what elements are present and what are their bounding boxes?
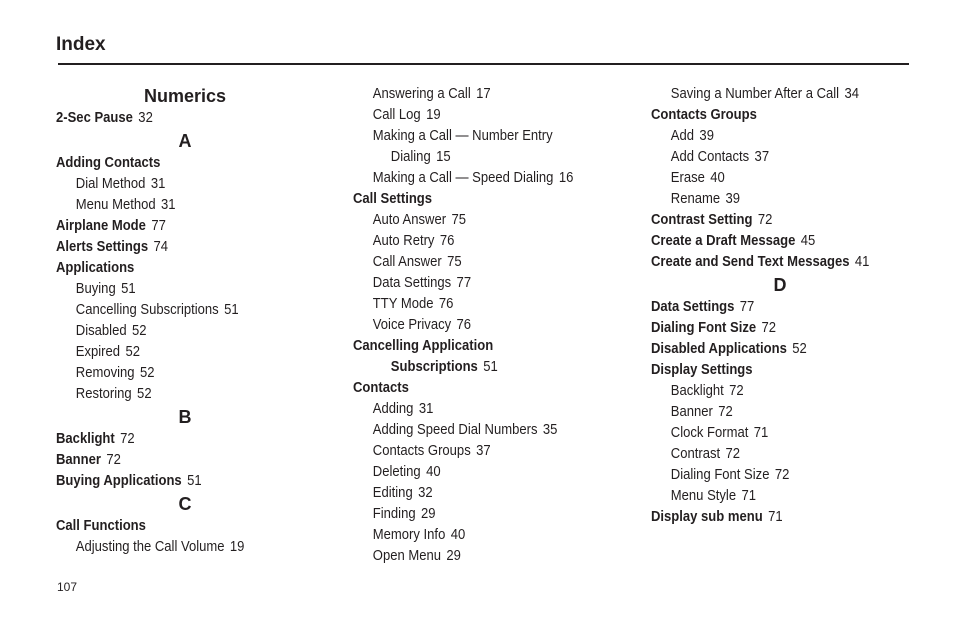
index-page-ref[interactable]: 32 bbox=[418, 485, 433, 501]
index-term: Banner bbox=[56, 452, 101, 468]
index-page-ref[interactable]: 29 bbox=[446, 548, 461, 564]
index-term: Adding bbox=[372, 401, 414, 417]
index-subentry bbox=[353, 105, 605, 126]
index-subentry bbox=[56, 363, 299, 384]
index-page-ref[interactable]: 76 bbox=[438, 296, 454, 312]
index-page-ref[interactable]: 19 bbox=[229, 539, 245, 555]
index-subentry bbox=[353, 441, 605, 462]
index-term: Deleting bbox=[372, 464, 421, 480]
index-term: Erase bbox=[670, 170, 705, 186]
index-subentry bbox=[353, 147, 605, 168]
index-entry bbox=[651, 210, 903, 231]
index-entry bbox=[56, 450, 299, 471]
index-entry bbox=[353, 357, 605, 378]
index-term: Airplane Mode bbox=[56, 218, 146, 234]
index-page-ref[interactable]: 19 bbox=[426, 107, 441, 123]
index-term: Create and Send Text Messages bbox=[651, 254, 850, 270]
index-page-ref[interactable]: 51 bbox=[483, 359, 498, 375]
index-term: Contacts bbox=[353, 380, 409, 396]
index-term: Add bbox=[670, 128, 695, 144]
index-term: Restoring bbox=[75, 386, 132, 402]
index-page-ref[interactable]: 41 bbox=[854, 254, 870, 270]
index-term: 2-Sec Pause bbox=[56, 110, 133, 126]
index-subentry bbox=[56, 384, 299, 405]
index-entry bbox=[56, 516, 299, 537]
index-term: Call Log bbox=[372, 107, 421, 123]
index-subentry bbox=[651, 168, 903, 189]
index-term: Call Functions bbox=[56, 518, 146, 534]
index-page-ref[interactable]: 34 bbox=[844, 86, 860, 102]
index-entry bbox=[56, 471, 299, 492]
index-subentry bbox=[353, 315, 605, 336]
index-page-ref[interactable]: 51 bbox=[224, 302, 239, 318]
index-page-ref[interactable]: 75 bbox=[447, 254, 462, 270]
index-subentry bbox=[353, 231, 605, 252]
letter-heading: B bbox=[178, 407, 192, 427]
section-heading: Numerics bbox=[143, 86, 227, 106]
index-term: Open Menu bbox=[372, 548, 442, 564]
index-page-ref[interactable]: 52 bbox=[139, 365, 155, 381]
index-term: Adjusting the Call Volume bbox=[75, 539, 225, 555]
index-page-ref[interactable]: 76 bbox=[439, 233, 455, 249]
index-subentry bbox=[353, 84, 605, 105]
index-page-ref[interactable]: 72 bbox=[725, 446, 741, 462]
index-term: Dialing Font Size bbox=[651, 320, 757, 336]
index-subentry bbox=[353, 273, 605, 294]
index-page-ref[interactable]: 16 bbox=[558, 170, 574, 186]
index-page-ref[interactable]: 71 bbox=[753, 425, 769, 441]
index-column-2 bbox=[353, 84, 633, 567]
index-entry bbox=[651, 339, 903, 360]
index-column-1 bbox=[56, 84, 326, 558]
index-subentry bbox=[56, 279, 299, 300]
index-term: Voice Privacy bbox=[372, 317, 452, 333]
index-term: Expired bbox=[75, 344, 121, 360]
index-page-ref[interactable]: 40 bbox=[710, 170, 725, 186]
index-entry bbox=[353, 378, 605, 399]
index-page-ref[interactable]: 74 bbox=[153, 239, 169, 255]
index-subentry bbox=[56, 300, 299, 321]
index-page-ref[interactable]: 77 bbox=[151, 218, 166, 234]
index-entry bbox=[56, 216, 299, 237]
index-subentry bbox=[56, 342, 299, 363]
index-term: Call Settings bbox=[353, 191, 433, 207]
index-page-ref[interactable]: 32 bbox=[138, 110, 153, 126]
index-page-ref[interactable]: 40 bbox=[426, 464, 441, 480]
index-page-ref[interactable]: 77 bbox=[739, 299, 755, 315]
index-term: Adding Contacts bbox=[56, 155, 161, 171]
index-entry bbox=[651, 507, 903, 528]
index-page-ref[interactable]: 37 bbox=[476, 443, 491, 459]
index-term: Add Contacts bbox=[670, 149, 750, 165]
index-page-ref[interactable]: 17 bbox=[476, 86, 491, 102]
index-page-ref[interactable]: 72 bbox=[718, 404, 733, 420]
index-subentry bbox=[651, 147, 903, 168]
index-term: Making a Call — Speed Dialing bbox=[372, 170, 554, 186]
index-subentry bbox=[651, 402, 903, 423]
index-page-ref[interactable]: 76 bbox=[456, 317, 472, 333]
index-term: Display sub menu bbox=[651, 509, 763, 525]
index-term: Buying Applications bbox=[56, 473, 182, 489]
index-term: Contrast Setting bbox=[651, 212, 753, 228]
index-term: Dialing bbox=[390, 149, 431, 165]
index-page-ref[interactable]: 72 bbox=[729, 383, 744, 399]
index-subentry bbox=[353, 462, 605, 483]
index-subentry bbox=[651, 126, 903, 147]
index-term: Banner bbox=[670, 404, 713, 420]
index-term: Memory Info bbox=[372, 527, 446, 543]
index-term: Menu Method bbox=[75, 197, 156, 213]
index-term: Data Settings bbox=[372, 275, 452, 291]
index-subentry bbox=[353, 168, 605, 189]
index-term: Subscriptions bbox=[390, 359, 478, 375]
index-term: Buying bbox=[75, 281, 116, 297]
index-entry bbox=[56, 429, 299, 450]
index-term: Making a Call — Number Entry bbox=[372, 128, 553, 144]
index-term: Disabled Applications bbox=[651, 341, 787, 357]
index-subentry bbox=[353, 483, 605, 504]
index-subentry bbox=[651, 84, 903, 105]
index-term: Cancelling Subscriptions bbox=[75, 302, 219, 318]
index-entry bbox=[651, 360, 903, 381]
index-subentry bbox=[353, 546, 605, 567]
index-term: Data Settings bbox=[651, 299, 735, 315]
index-subentry bbox=[651, 189, 903, 210]
index-page-ref[interactable]: 72 bbox=[774, 467, 790, 483]
index-entry bbox=[353, 336, 605, 357]
index-page-ref[interactable]: 71 bbox=[768, 509, 783, 525]
index-subentry bbox=[353, 399, 605, 420]
index-term: Alerts Settings bbox=[56, 239, 149, 255]
index-page-ref[interactable]: 29 bbox=[421, 506, 436, 522]
index-page-ref[interactable]: 37 bbox=[754, 149, 770, 165]
index-term: Adding Speed Dial Numbers bbox=[372, 422, 538, 438]
index-entry bbox=[651, 297, 903, 318]
index-term: Editing bbox=[372, 485, 413, 501]
index-term: Removing bbox=[75, 365, 135, 381]
index-page-ref[interactable]: 72 bbox=[761, 320, 777, 336]
index-entry bbox=[56, 108, 299, 129]
index-term: Cancelling Application bbox=[353, 338, 494, 354]
index-term: Dialing Font Size bbox=[670, 467, 770, 483]
index-page-ref[interactable]: 39 bbox=[725, 191, 741, 207]
index-subentry bbox=[56, 321, 299, 342]
index-subentry bbox=[56, 537, 299, 558]
index-term: Auto Retry bbox=[372, 233, 435, 249]
index-term: Dial Method bbox=[75, 176, 146, 192]
index-subentry bbox=[353, 294, 605, 315]
index-term: Applications bbox=[56, 260, 135, 276]
index-page-ref[interactable]: 15 bbox=[436, 149, 451, 165]
index-term: Disabled bbox=[75, 323, 127, 339]
index-page-ref[interactable]: 31 bbox=[418, 401, 434, 417]
index-column-3 bbox=[651, 84, 931, 528]
index-term: Call Answer bbox=[372, 254, 442, 270]
index-term: Auto Answer bbox=[372, 212, 447, 228]
index-term: Backlight bbox=[56, 431, 115, 447]
index-page-ref[interactable]: 31 bbox=[161, 197, 176, 213]
index-term: Menu Style bbox=[670, 488, 737, 504]
index-page-ref[interactable]: 40 bbox=[450, 527, 466, 543]
index-subentry bbox=[353, 252, 605, 273]
index-term: Rename bbox=[670, 191, 721, 207]
letter-heading: C bbox=[178, 494, 192, 514]
index-subentry bbox=[353, 210, 605, 231]
index-entry bbox=[56, 153, 299, 174]
index-subentry bbox=[651, 444, 903, 465]
index-term: Answering a Call bbox=[372, 86, 471, 102]
index-page-ref[interactable]: 71 bbox=[741, 488, 757, 504]
index-page-ref[interactable]: 72 bbox=[120, 431, 135, 447]
index-page-ref[interactable]: 45 bbox=[800, 233, 816, 249]
index-subentry bbox=[56, 195, 299, 216]
index-subentry bbox=[651, 381, 903, 402]
index-subentry bbox=[651, 423, 903, 444]
index-subentry bbox=[56, 174, 299, 195]
index-page-ref[interactable]: 39 bbox=[699, 128, 714, 144]
index-page-ref[interactable]: 35 bbox=[542, 422, 558, 438]
letter-heading: A bbox=[178, 131, 192, 151]
page-number: 107 bbox=[57, 580, 78, 594]
index-entry bbox=[651, 105, 903, 126]
index-page-ref[interactable]: 51 bbox=[187, 473, 202, 489]
index-term: Contacts Groups bbox=[372, 443, 471, 459]
index-subentry bbox=[651, 465, 903, 486]
index-page-ref[interactable]: 52 bbox=[125, 344, 140, 360]
index-page-ref[interactable]: 52 bbox=[131, 323, 147, 339]
index-entry bbox=[651, 252, 903, 273]
index-page-ref[interactable]: 52 bbox=[792, 341, 807, 357]
index-term: Create a Draft Message bbox=[651, 233, 796, 249]
index-subentry bbox=[353, 420, 605, 441]
index-term: Contacts Groups bbox=[651, 107, 757, 123]
index-page-ref[interactable]: 72 bbox=[757, 212, 773, 228]
index-subentry bbox=[651, 486, 903, 507]
index-term: Saving a Number After a Call bbox=[670, 86, 840, 102]
index-page-ref[interactable]: 51 bbox=[121, 281, 136, 297]
index-page-ref[interactable]: 31 bbox=[150, 176, 166, 192]
index-subentry bbox=[353, 126, 605, 147]
index-entry bbox=[651, 318, 903, 339]
index-entry bbox=[651, 231, 903, 252]
index-page-ref[interactable]: 75 bbox=[451, 212, 467, 228]
index-term: TTY Mode bbox=[372, 296, 434, 312]
header-rule bbox=[58, 63, 909, 65]
index-term: Contrast bbox=[670, 446, 721, 462]
index-entry bbox=[353, 189, 605, 210]
index-term: Display Settings bbox=[651, 362, 753, 378]
index-term: Clock Format bbox=[670, 425, 749, 441]
index-page-ref[interactable]: 72 bbox=[106, 452, 121, 468]
index-page-ref[interactable]: 77 bbox=[456, 275, 472, 291]
index-page-ref[interactable]: 52 bbox=[137, 386, 152, 402]
index-term: Backlight bbox=[670, 383, 724, 399]
page-title: Index bbox=[56, 34, 106, 55]
letter-heading: D bbox=[773, 275, 787, 295]
index-subentry bbox=[353, 525, 605, 546]
index-term: Finding bbox=[372, 506, 416, 522]
index-entry bbox=[56, 258, 299, 279]
index-entry bbox=[56, 237, 299, 258]
index-subentry bbox=[353, 504, 605, 525]
